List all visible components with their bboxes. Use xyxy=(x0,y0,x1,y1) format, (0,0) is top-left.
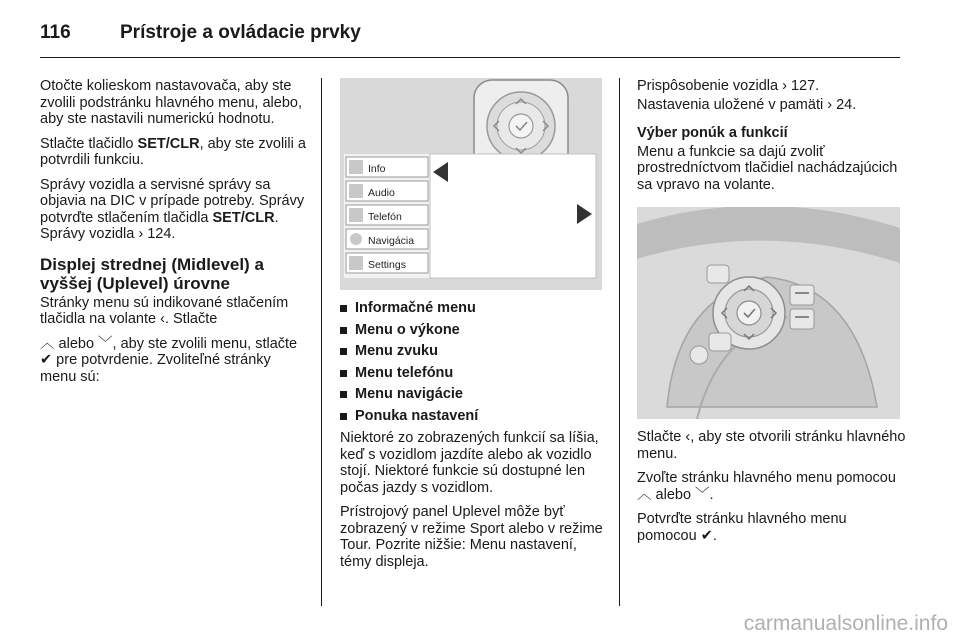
menu-item-label: Info xyxy=(368,163,386,175)
list-item xyxy=(340,365,605,382)
paragraph-knob: Otočte kolieskom nastavovača, aby ste zvolili podstránku hlavného menu, alebo, aby ste nastavili numerickú hodnotu. xyxy=(40,78,302,127)
column-divider-2 xyxy=(619,78,620,606)
text: Prispôsobenie vozidla xyxy=(637,78,783,94)
text: . xyxy=(712,527,717,544)
chevron-left-icon: ‹ xyxy=(160,311,165,327)
paragraph-open-main-menu xyxy=(637,429,907,462)
page-ref: 124. xyxy=(147,226,176,242)
paragraph-menu-pages xyxy=(40,295,310,328)
section-heading: Displej strednej (Midlevel) a vyššej (Uplevel) úrovne xyxy=(40,254,264,293)
text: pre potvrdenie. Zvoliteľné stránky menu sú: xyxy=(40,352,271,385)
column-middle xyxy=(340,78,605,578)
chevron-up-icon: ︿ xyxy=(637,486,652,503)
page-header xyxy=(40,17,900,49)
text: , aby ste zvolili menu, stlačte xyxy=(112,335,298,352)
chevron-down-icon: ﹀ xyxy=(695,486,710,503)
page-ref-icon: › xyxy=(827,96,833,113)
column-right xyxy=(637,78,907,552)
paragraph-confirm-page xyxy=(637,511,907,544)
text: . Stlačte xyxy=(164,311,218,327)
text: , aby ste zvolili a potvrdili funkciu. xyxy=(40,135,306,168)
paragraph-messages xyxy=(40,177,310,243)
bullet-square-icon xyxy=(340,370,347,377)
list-item xyxy=(340,322,605,339)
text: Správy vozidla a servisné správy sa objavia na DIC v prípade potreby. Správy potvrďte stlačením tlačidla xyxy=(40,176,305,226)
text: Menu telefónu xyxy=(355,364,454,381)
paragraph-ref-customization xyxy=(637,78,907,95)
checkmark-icon: ✔ xyxy=(40,352,53,368)
column-left xyxy=(40,78,310,393)
bullet-square-icon xyxy=(340,348,347,355)
paragraph-uplevel: Prístrojový panel Uplevel môže byť zobrazený v režime Sport alebo v režime Tour. Pozrite nižšie: Menu nastavení, témy displeja. xyxy=(340,504,603,570)
set-clr-label: SET/CLR xyxy=(137,135,200,152)
menu-item-audio xyxy=(346,181,428,201)
chevron-down-icon: ﹀ xyxy=(98,335,113,352)
text: Informačné menu xyxy=(355,300,476,316)
bullet-square-icon xyxy=(340,327,347,334)
text: alebo xyxy=(54,335,99,352)
page-number: 116 xyxy=(40,22,71,43)
list-item xyxy=(340,343,605,360)
checkmark-icon: ✔ xyxy=(700,527,713,544)
text: , aby ste otvorili stránku hlavného menu. xyxy=(637,429,906,462)
page-ref: 24. xyxy=(836,96,857,113)
bullet-square-icon xyxy=(340,413,347,420)
menu-item-navigation xyxy=(346,229,428,249)
menu-list xyxy=(346,157,428,273)
watermark: carmanualsonline.info xyxy=(743,612,948,635)
paragraph-ref-memory xyxy=(637,97,907,114)
text: Stlačte tlačidlo xyxy=(40,135,138,152)
paragraph-select-menu xyxy=(40,336,310,386)
chevron-left-icon: ‹ xyxy=(685,429,691,445)
page-ref-icon: › xyxy=(138,226,144,242)
text: Stlačte xyxy=(637,429,686,445)
steering-wheel-figure xyxy=(637,207,900,419)
menu-item-label: Telefón xyxy=(368,211,402,223)
header-rule xyxy=(40,57,900,58)
bullet-square-icon xyxy=(340,391,347,398)
list-item xyxy=(340,300,605,317)
menu-item-info xyxy=(346,157,428,177)
menu-item-settings xyxy=(346,253,428,273)
page-ref-icon: › xyxy=(782,78,787,94)
menu-bullet-list xyxy=(340,300,605,424)
text: Menu o výkone xyxy=(355,321,460,338)
column-divider-1 xyxy=(321,78,322,606)
text: Potvrďte stránku hlavného menu pomocou xyxy=(637,511,847,544)
text: alebo xyxy=(651,486,696,503)
text: Stránky menu sú indikované stlačením tlačidla na volante xyxy=(40,294,289,327)
subheading: Výber ponúk a funkcií xyxy=(637,125,788,141)
text: . xyxy=(709,486,714,503)
page-title: Prístroje a ovládacie prvky xyxy=(120,22,361,43)
set-clr-label: SET/CLR xyxy=(212,209,275,226)
page-ref: 127. xyxy=(790,78,820,94)
paragraph-set-clr xyxy=(40,136,310,169)
text: Menu zvuku xyxy=(355,343,438,359)
text: Nastavenia uložené v pamäti xyxy=(637,96,828,113)
display-menu-figure xyxy=(340,78,602,290)
paragraph-choose-page xyxy=(637,470,907,503)
menu-item-label: Navigácia xyxy=(368,235,415,247)
text: Zvoľte stránku hlavného menu pomocou xyxy=(637,470,896,486)
menu-item-phone xyxy=(346,205,428,225)
bullet-square-icon xyxy=(340,305,347,312)
text: Menu navigácie xyxy=(355,386,463,402)
list-item xyxy=(340,408,605,425)
paragraph-functions: Niektoré zo zobrazených funkcií sa líšia, keď s vozidlom jazdíte alebo ak vozidlo stojí. Niektoré funkcie sú dostupné len počas jazdy s vozidlom. xyxy=(340,430,599,496)
paragraph-selection: Menu a funkcie sa dajú zvoliť prostredníctvom tlačidiel nachádzajúcich sa vpravo na volante. xyxy=(637,143,898,193)
text: . Správy vozidla xyxy=(40,209,279,242)
menu-item-label: Audio xyxy=(368,187,395,199)
menu-item-label: Settings xyxy=(368,259,406,271)
text: Ponuka nastavení xyxy=(355,407,479,424)
chevron-up-icon: ︿ xyxy=(40,335,55,352)
list-item xyxy=(340,386,605,403)
